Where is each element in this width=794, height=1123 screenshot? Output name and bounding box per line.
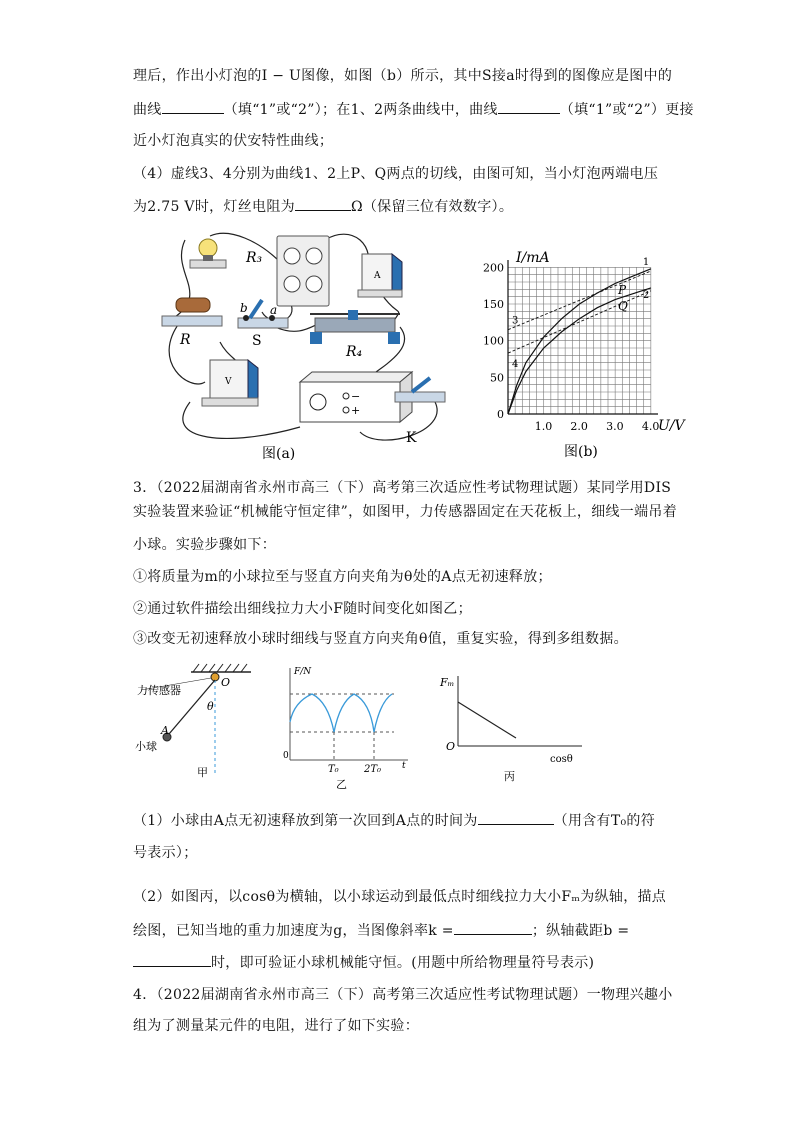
chart-grid <box>508 267 651 414</box>
force-time-graph <box>282 662 412 792</box>
caption-yi: 乙 <box>336 778 347 791</box>
y-tick-label: 150 <box>483 298 504 311</box>
x-tick-label: 1.0 <box>534 420 553 433</box>
answer-blank-5[interactable] <box>454 920 532 935</box>
answer-blank-3[interactable] <box>295 196 351 211</box>
label-a: a <box>270 303 278 317</box>
label-theta: θ <box>207 700 214 713</box>
yi-y-title: F/N <box>294 667 312 677</box>
bing-y-title: Fₘ <box>440 676 455 689</box>
resistor-r <box>162 298 222 326</box>
label-o: O <box>221 676 231 689</box>
y-tick-label: 200 <box>483 261 504 275</box>
label-s: S <box>252 333 262 349</box>
series-label-3: 3 <box>512 315 519 327</box>
answer-blank-2[interactable] <box>498 99 560 114</box>
q3-sub-2d: 时，即可验证小球机械能守恒。(用题中所给物理量符号表示) <box>211 955 595 971</box>
q3-line-1: 3．（2022届湖南省永州市高三（下）高考第三次适应性考试物理试题）某同学用DIS <box>133 480 672 496</box>
label-voltmeter: V <box>225 377 232 387</box>
rheostat-r4 <box>310 310 400 344</box>
x-tick-label: 4.0 <box>641 420 660 433</box>
y-tick-label: 50 <box>490 371 504 385</box>
resistance-box-r3 <box>277 236 329 306</box>
iu-chart <box>478 244 688 460</box>
label-r3: R₃ <box>246 250 263 266</box>
label-r4: R₄ <box>346 344 363 360</box>
caption-fig-b: 图(b) <box>564 444 598 460</box>
point-p-label: P <box>618 283 627 297</box>
yi-tick-2t0: 2T₀ <box>364 764 382 775</box>
q2-line-3: 近小灯泡真实的伏安特性曲线； <box>133 133 334 149</box>
q3-step-3: ③改变无初速释放小球时细线与竖直方向夹角θ值，重复实验，得到多组数据。 <box>133 631 628 647</box>
caption-jia: 甲 <box>197 766 208 779</box>
answer-blank-1[interactable] <box>162 99 224 114</box>
q2-line-2 <box>133 99 694 120</box>
q3-sub-2b-line <box>133 920 629 941</box>
label-k: K <box>406 430 417 446</box>
circuit-diagram <box>150 232 450 460</box>
point-q-label: Q <box>618 299 628 313</box>
series-label-2: 2 <box>642 289 650 301</box>
q3-step-2: ②通过软件描绘出细线拉力大小F随时间变化如图乙； <box>133 601 472 617</box>
q2-line-4: （4）虚线3、4分别为曲线1、2上P、Q两点的切线，由图可知，当小灯泡两端电压 <box>133 166 659 182</box>
q2-line-5 <box>133 196 513 217</box>
q2-line-2a: 曲线 <box>133 102 162 118</box>
caption-bing: 丙 <box>504 770 515 783</box>
pendulum-diagram <box>133 662 263 782</box>
label-b: b <box>240 301 248 315</box>
y-tick-label: 0 <box>497 408 504 421</box>
y-tick-label: 100 <box>483 334 504 348</box>
x-tick-label: 3.0 <box>606 420 624 433</box>
q2-line-5a: 为2.75 V时，灯丝电阻为 <box>133 199 295 215</box>
x-tick-label: 2.0 <box>570 420 588 433</box>
series-label-1: 1 <box>642 256 650 268</box>
q4-line-1: 4．（2022届湖南省永州市高三（下）高考第三次适应性考试物理试题）一物理兴趣小 <box>133 987 673 1003</box>
x-axis-title: U/V <box>658 418 685 434</box>
q4-line-2: 组为了测量某元件的电阻，进行了如下实验： <box>133 1018 419 1034</box>
q3-line-2: 实验装置来验证“机械能守恒定律”，如图甲，力传感器固定在天花板上，细线一端吊着 <box>133 504 678 520</box>
q3-sub-2c: ；纵轴截距b = <box>531 923 630 939</box>
answer-blank-4[interactable] <box>478 810 554 825</box>
label-r: R <box>180 332 191 348</box>
series-label-4: 4 <box>512 359 519 371</box>
q3-sub-1 <box>133 810 655 831</box>
label-minus: − <box>351 390 361 403</box>
q3-sub-2d-line <box>133 952 594 973</box>
label-ammeter: A <box>374 271 381 281</box>
bulb-icon <box>190 239 226 268</box>
q2-line-2c: （填“1”或“2”）更接 <box>559 102 694 118</box>
chart-axes <box>508 260 658 414</box>
label-plus: + <box>351 404 361 417</box>
q2-line-5b: Ω（保留三位有效数字）。 <box>350 199 514 215</box>
fm-cos-graph <box>438 668 588 788</box>
q3-sub-2a: （2）如图丙，以cosθ为横轴，以小球运动到最低点时细线拉力大小Fₘ为纵轴，描点 <box>133 889 667 905</box>
q3-line-3: 小球。实验步骤如下： <box>133 537 276 553</box>
yi-x-title: t <box>402 761 406 771</box>
caption-fig-a: 图(a) <box>262 446 296 460</box>
q3-sub-1b: （用含有T₀的符 <box>553 813 655 829</box>
label-a-point: A <box>161 724 169 737</box>
label-ball: 小球 <box>135 740 157 753</box>
answer-blank-6[interactable] <box>133 952 211 967</box>
q3-sub-1c: 号表示）； <box>133 845 198 861</box>
q2-line-1: 理后，作出小灯泡的I − U图像，如图（b）所示，其中S接a时得到的图像应是图中的 <box>133 68 673 84</box>
yi-tick-t0: T₀ <box>328 764 339 775</box>
q2-line-2b: （填“1”或“2”）；在1、2两条曲线中，曲线 <box>223 102 498 118</box>
bing-origin: O <box>446 740 456 753</box>
y-axis-title: I/mA <box>516 250 550 266</box>
bing-x-title: cosθ <box>550 754 573 765</box>
q3-sub-2b: 绘图，已知当地的重力加速度为g，当图像斜率k = <box>133 923 454 939</box>
q3-sub-1a: （1）小球由A点无初速释放到第一次回到A点的时间为 <box>133 813 478 829</box>
yi-origin: 0 <box>283 751 289 761</box>
q3-step-1: ①将质量为m的小球拉至与竖直方向夹角为θ处的A点无初速释放； <box>133 569 552 585</box>
label-force-sensor: 力传感器 <box>137 684 181 697</box>
